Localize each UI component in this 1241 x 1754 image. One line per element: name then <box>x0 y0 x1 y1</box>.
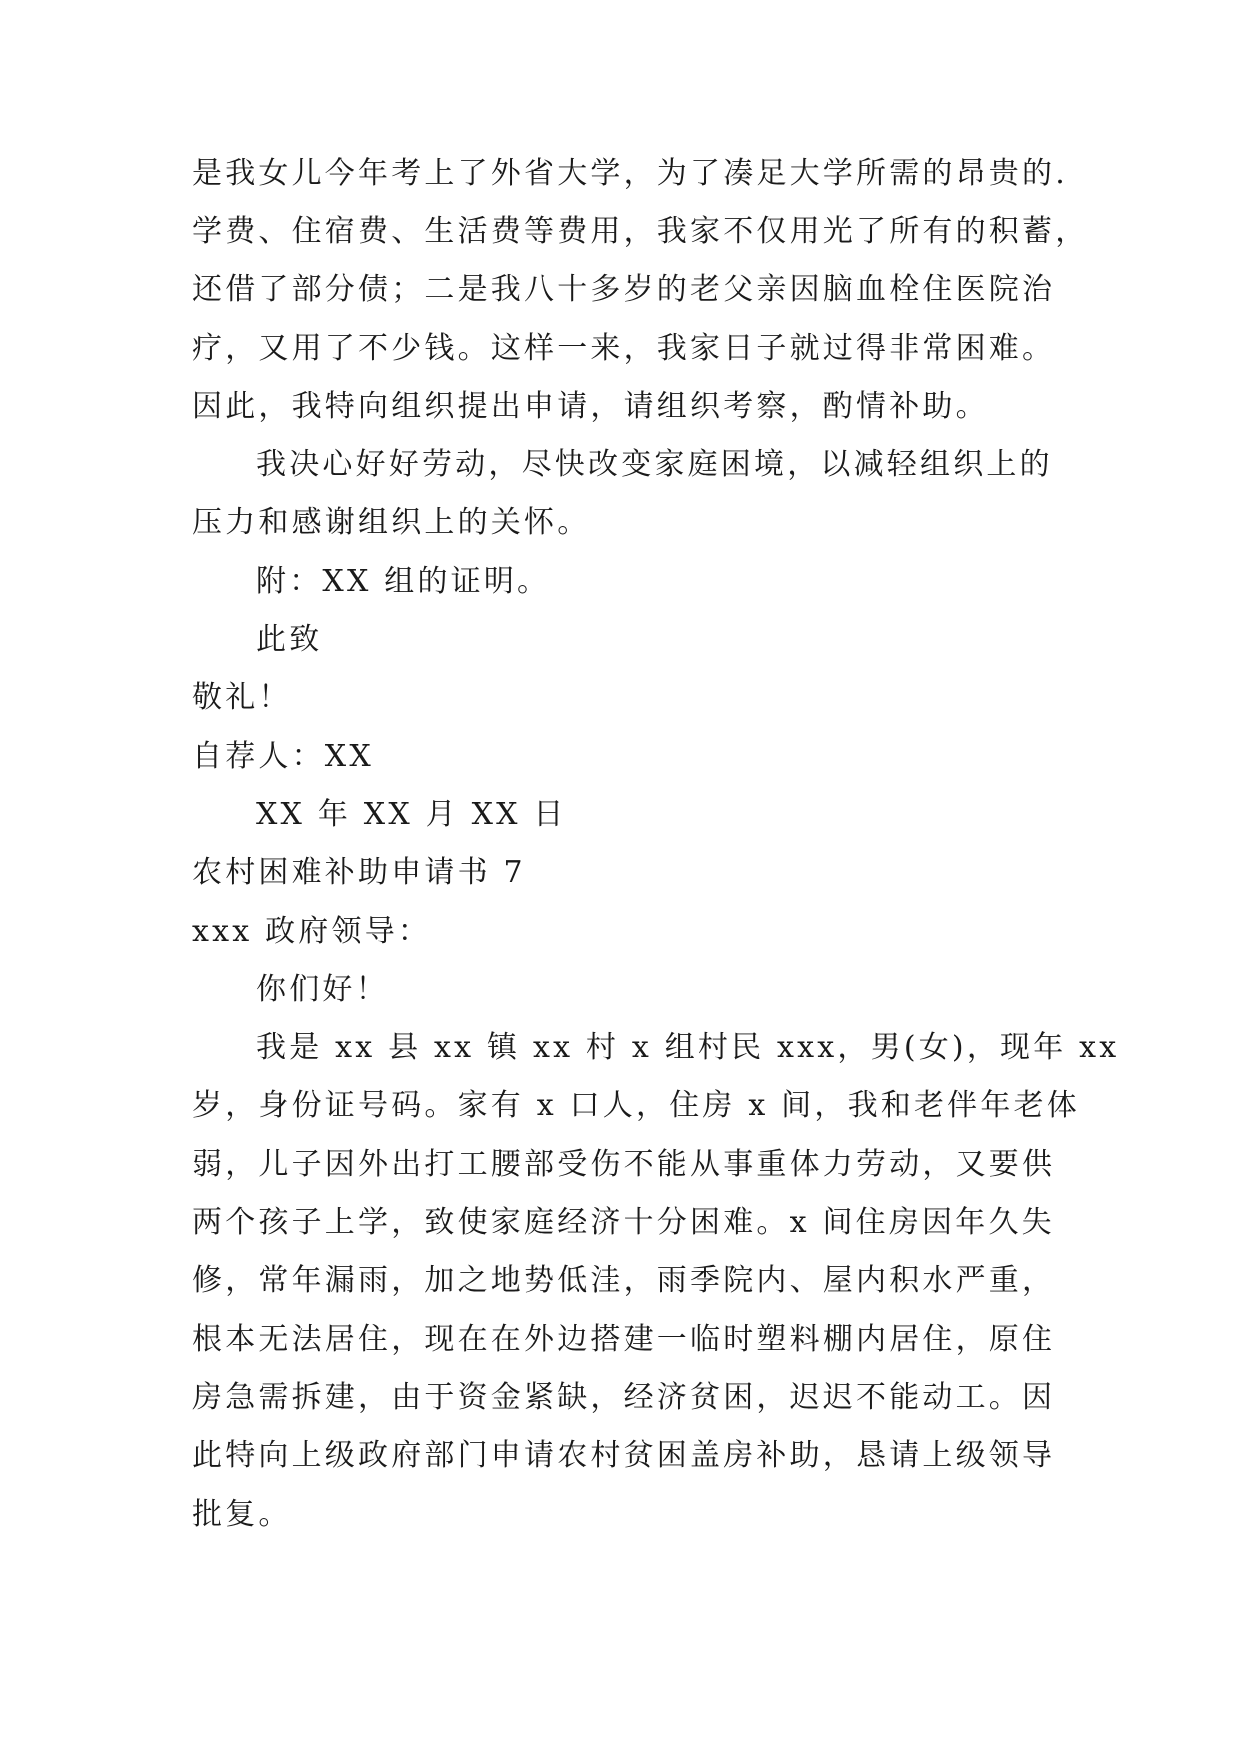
body-line: 此特向上级政府部门申请农村贫困盖房补助，恳请上级领导 <box>192 1438 1056 1473</box>
body-line: 因此，我特向组织提出申请，请组织考察，酌情补助。 <box>192 389 989 424</box>
closing-salutation: 此致 <box>256 622 323 657</box>
body-line: 弱，儿子因外出打工腰部受伤不能从事重体力劳动，又要供 <box>192 1147 1056 1182</box>
body-line: 两个孩子上学，致使家庭经济十分困难。x 间住房因年久失 <box>192 1205 1055 1240</box>
addressee-line: xxx 政府领导： <box>192 914 432 949</box>
body-line: 我决心好好劳动，尽快改变家庭困境，以减轻组织上的 <box>256 447 1053 482</box>
signature-line: 自荐人：XX <box>192 739 374 774</box>
body-line: 学费、住宿费、生活费等费用，我家不仅用光了所有的积蓄， <box>192 214 1089 249</box>
attachment-note: 附：XX 组的证明。 <box>256 564 551 599</box>
body-line: 根本无法居住，现在在外边搭建一临时塑料棚内居住，原住 <box>192 1322 1056 1357</box>
greeting-line: 你们好！ <box>256 972 389 1007</box>
body-line: 我是 xx 县 xx 镇 xx 村 x 组村民 xxx，男(女)，现年 xx <box>256 1030 1120 1065</box>
body-line: 还借了部分债；二是我八十多岁的老父亲因脑血栓住医院治 <box>192 272 1056 307</box>
body-line: 房急需拆建，由于资金紧缺，经济贫困，迟迟不能动工。因 <box>192 1380 1056 1415</box>
body-line: 修，常年漏雨，加之地势低洼，雨季院内、屋内积水严重， <box>192 1263 1056 1298</box>
date-line: XX 年 XX 月 XX 日 <box>256 797 567 832</box>
closing-regards: 敬礼！ <box>192 680 292 715</box>
body-line: 岁，身份证号码。家有 x 口人，住房 x 间，我和老伴年老体 <box>192 1088 1080 1123</box>
body-line: 批复。 <box>192 1497 292 1532</box>
body-line: 是我女儿今年考上了外省大学，为了凑足大学所需的昂贵的. <box>192 156 1068 191</box>
body-line: 压力和感谢组织上的关怀。 <box>192 505 591 540</box>
section-title: 农村困难补助申请书 7 <box>192 855 526 890</box>
body-line: 疗，又用了不少钱。这样一来，我家日子就过得非常困难。 <box>192 331 1056 366</box>
